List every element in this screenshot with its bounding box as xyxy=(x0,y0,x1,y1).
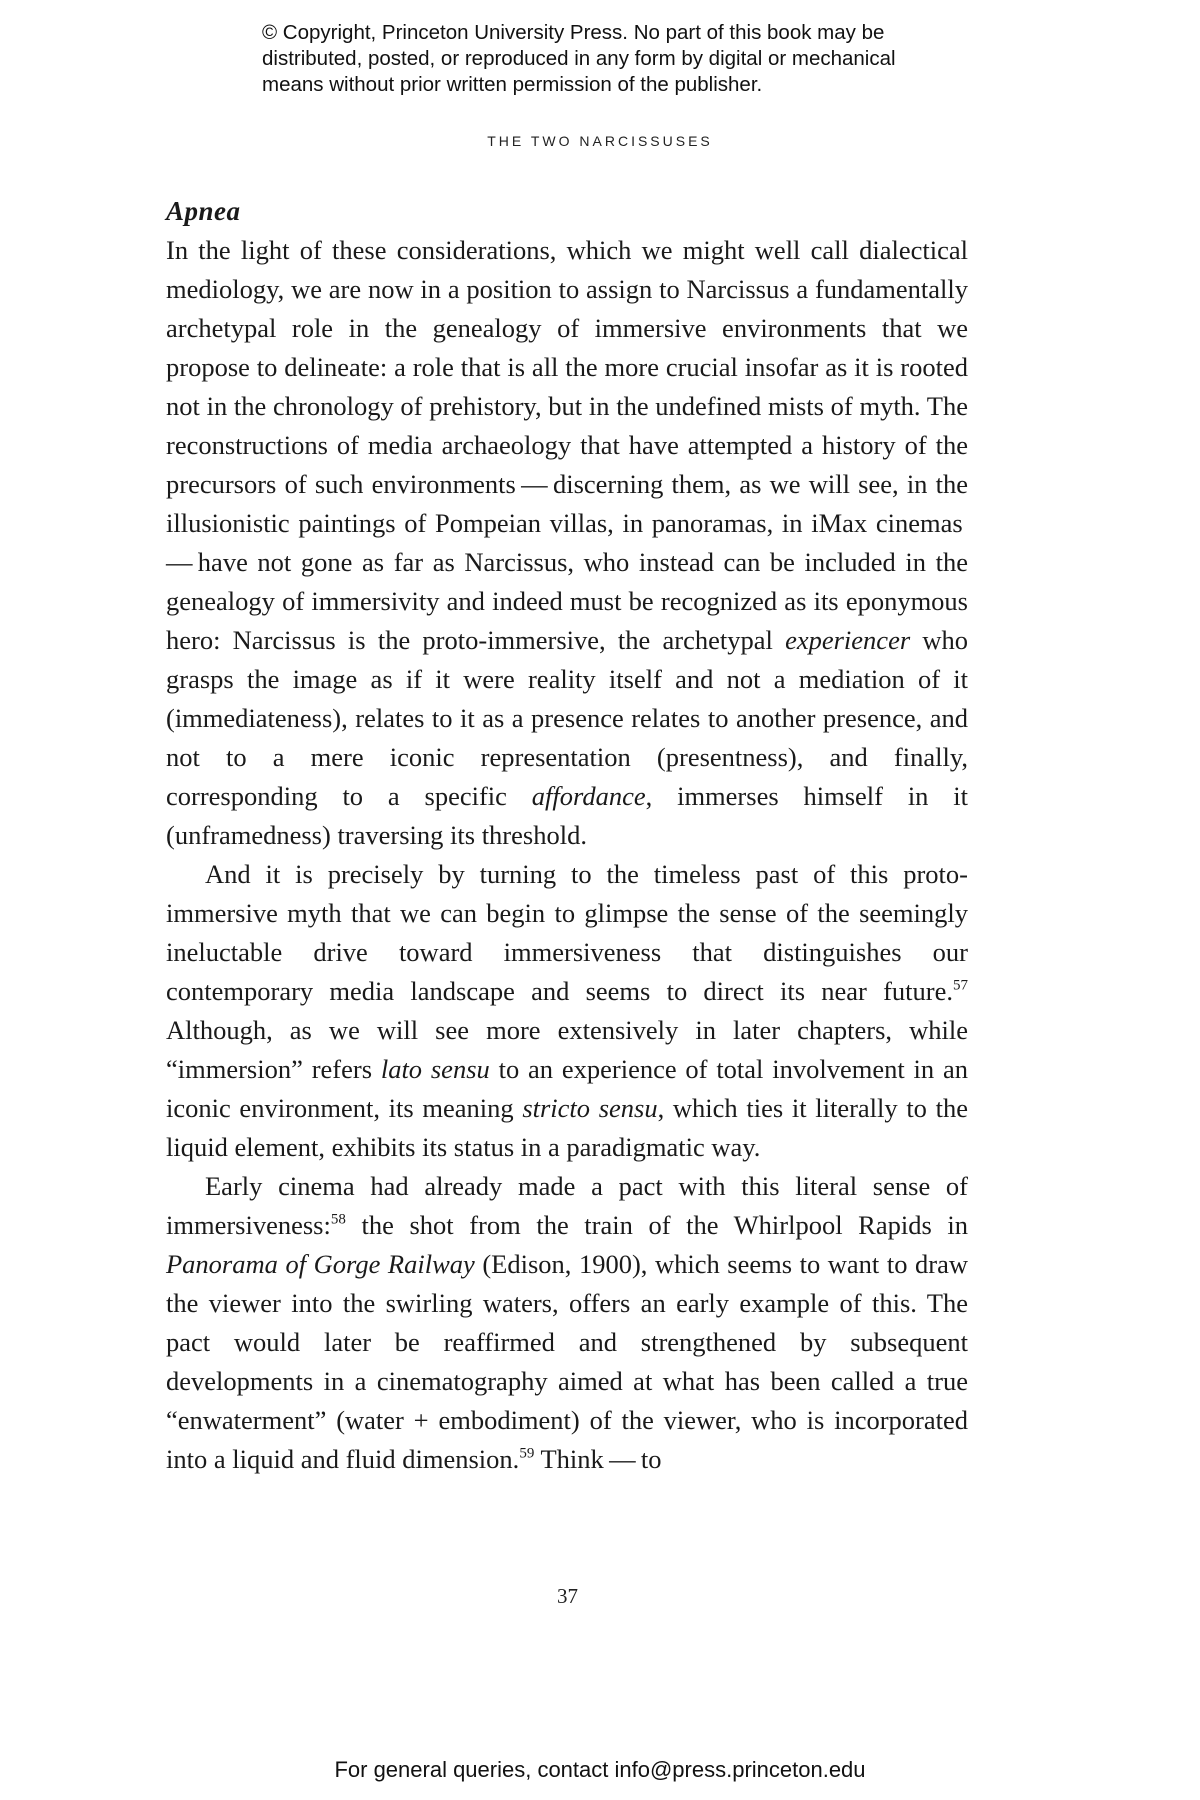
section-heading: Apnea xyxy=(166,196,241,226)
italic-term: lato sensu xyxy=(380,1054,490,1084)
copyright-notice xyxy=(262,20,1022,98)
copyright-line: © Copyright, Princeton University Press. No part of this book may be xyxy=(262,21,885,44)
italic-term: Panorama of Gorge Railway xyxy=(166,1249,475,1279)
paragraph-2: And it is precisely by turning to the timeless past of this proto-immersive myth that we can begin to glimpse the sense of the seemingly ineluctable drive toward immersiveness that distinguishes our contemporary media landscape and seems to direct its near future.$^{57}$ Although, as we will see more extensively in later chapters, while “immersion” refers lato sensu to an experience of total involvement in an iconic environment, its meaning stricto sensu, which ties it literally to the liquid element, exhibits its status in a paradigmatic way. xyxy=(166,859,968,1162)
footer-contact: For general queries, contact info@press.princeton.edu xyxy=(334,1757,866,1782)
copyright-line: means without prior written permission of the publisher. xyxy=(262,73,763,96)
italic-term: affordance xyxy=(531,781,646,811)
copyright-line: distributed, posted, or reproduced in any form by digital or mechanical xyxy=(262,47,896,70)
running-head: THE TWO NARCISSUSES xyxy=(487,133,713,149)
paragraph-3: Early cinema had already made a pact with this literal sense of immersiveness:$^{58}$ the shot from the train of the Whirlpool Rapids in Panorama of Gorge Railway (Edison, 1900), which seems to want to draw the viewer into the swirling waters, offers an early example of this. The pact would later be reaffirmed and strengthened by subsequent developments in a cinematography aimed at what has been called a true “enwaterment” (water + embodiment) of the viewer, who is incorporated into a liquid and fluid dimension.$^{59}$ Think — to xyxy=(166,1171,968,1474)
paragraph-1: In the light of these considerations, which we might well call dialectical mediology, we are now in a position to assign to Narcissus a fundamentally archetypal role in the genealogy of immersive environments that we propose to delineate: a role that is all the more crucial insofar as it is rooted not in the chronology of prehistory, but in the undefined mists of myth. The reconstructions of media archaeology that have attempted a history of the precursors of such environments — discerning them, as we will see, in the illusionistic paintings of Pompeian villas, in panoramas, in iMax cinemas — have not gone as far as Narcissus, who instead can be included in the genealogy of immersivity and indeed must be recognized as its eponymous hero: Narcissus is the proto-immersive, the archetypal experiencer who grasps the image as if it were reality itself and not a mediation of it (immediateness), relates to it as a presence relates to another presence, and not to a mere iconic representation (presentness), and finally, corresponding to a specific affordance, immerses himself in it (unframedness) traversing its threshold. xyxy=(166,235,969,850)
italic-term: stricto sensu xyxy=(522,1093,658,1123)
footnote-ref: 58 xyxy=(330,1211,346,1228)
page-number: 37 xyxy=(557,1584,578,1608)
italic-term: experiencer xyxy=(785,625,911,655)
footnote-ref: 59 xyxy=(519,1445,535,1462)
body-text xyxy=(166,192,968,1479)
footnote-ref: 57 xyxy=(953,977,968,994)
